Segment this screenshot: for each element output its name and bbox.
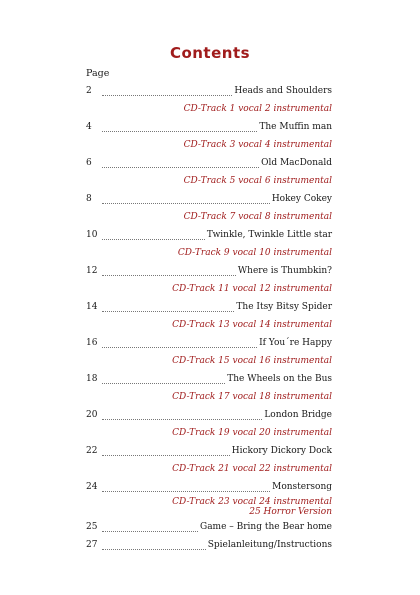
cd-track-info	[86, 388, 332, 406]
toc-entry	[86, 478, 332, 496]
toc-entry	[86, 406, 332, 424]
cd-track-info	[86, 136, 332, 154]
toc-page-number: 22	[86, 446, 98, 456]
toc-page-number: 18	[86, 374, 98, 384]
page-title: Contents	[169, 44, 251, 62]
cd-track-line: CD-Track 23 vocal 24 instrumental	[172, 497, 332, 507]
cd-track-extra-line: 25 Horror Version	[249, 507, 332, 517]
cd-track-line: CD-Track 15 vocal 16 instrumental	[172, 356, 332, 366]
toc-song-title: If You´re Happy	[259, 338, 332, 348]
toc-page-number: 24	[86, 482, 98, 492]
toc-page-number: 16	[86, 338, 98, 348]
toc-song-title: Monstersong	[272, 482, 332, 492]
toc-page-number: 2	[86, 86, 92, 96]
cd-track-line: CD-Track 19 vocal 20 instrumental	[172, 428, 332, 438]
cd-track-info	[86, 208, 332, 226]
cd-track-line: CD-Track 17 vocal 18 instrumental	[172, 392, 332, 402]
dot-leader	[102, 310, 234, 312]
dot-leader	[102, 346, 257, 348]
cd-track-info	[86, 172, 332, 190]
toc-page-number: 12	[86, 266, 98, 276]
toc-entry	[86, 154, 332, 172]
cd-track-info	[86, 244, 332, 262]
toc-page-number: 14	[86, 302, 98, 312]
toc-song-title: Old MacDonald	[261, 158, 332, 168]
toc-song-title: Where is Thumbkin?	[237, 266, 332, 276]
toc-song-title: London Bridge	[264, 410, 332, 420]
toc-song-title: Heads and Shoulders	[234, 86, 332, 96]
toc-page-number: 4	[86, 122, 92, 132]
cd-track-line: CD-Track 13 vocal 14 instrumental	[172, 320, 332, 330]
dot-leader	[102, 94, 232, 96]
dot-leader	[102, 490, 270, 492]
toc-page-number: 10	[86, 230, 98, 240]
cd-track-line: CD-Track 11 vocal 12 instrumental	[172, 284, 332, 294]
dot-leader	[102, 166, 259, 168]
toc-entry	[86, 370, 332, 388]
cd-track-info	[86, 100, 332, 118]
dot-leader	[102, 238, 205, 240]
toc-entry	[86, 118, 332, 136]
toc-entry	[86, 262, 332, 280]
toc-song-title: Hickory Dickory Dock	[231, 446, 332, 456]
toc-entry	[86, 190, 332, 208]
toc-entry	[86, 334, 332, 352]
cd-track-line: CD-Track 7 vocal 8 instrumental	[183, 212, 332, 222]
toc-page-number: 6	[86, 158, 92, 168]
toc-entry	[86, 442, 332, 460]
toc-page-number: 27	[86, 540, 98, 550]
toc-song-title: Hokey Cokey	[271, 194, 332, 204]
toc-song-title: Twinkle, Twinkle Little star	[206, 230, 332, 240]
page-column-label: Page	[86, 68, 110, 79]
toc-entry	[86, 82, 332, 100]
toc-entry	[86, 536, 332, 554]
dot-leader	[102, 454, 230, 456]
cd-track-info	[86, 424, 332, 442]
toc-entry	[86, 518, 332, 536]
toc-page-number: 8	[86, 194, 92, 204]
cd-track-line: CD-Track 3 vocal 4 instrumental	[183, 140, 332, 150]
toc-song-title: The Itsy Bitsy Spider	[236, 302, 332, 312]
cd-track-info	[86, 460, 332, 478]
toc-entry	[86, 298, 332, 316]
dot-leader	[102, 418, 262, 420]
cd-track-line: CD-Track 1 vocal 2 instrumental	[183, 104, 332, 114]
cd-track-info	[86, 352, 332, 370]
cd-track-info	[86, 496, 332, 518]
dot-leader	[102, 548, 206, 550]
dot-leader	[102, 274, 236, 276]
table-of-contents	[86, 82, 332, 554]
cd-track-info	[86, 316, 332, 334]
dot-leader	[102, 382, 225, 384]
toc-page-number: 25	[86, 522, 98, 532]
cd-track-line: CD-Track 5 vocal 6 instrumental	[183, 176, 332, 186]
toc-song-title: Spielanleitung/Instructions	[207, 540, 332, 550]
toc-song-title: The Wheels on the Bus	[227, 374, 332, 384]
dot-leader	[102, 130, 257, 132]
toc-song-title: Game – Bring the Bear home	[200, 522, 332, 532]
toc-page-number: 20	[86, 410, 98, 420]
cd-track-line: CD-Track 21 vocal 22 instrumental	[172, 464, 332, 474]
dot-leader	[102, 202, 270, 204]
cd-track-line: CD-Track 9 vocal 10 instrumental	[177, 248, 332, 258]
toc-entry	[86, 226, 332, 244]
cd-track-info	[86, 280, 332, 298]
dot-leader	[102, 530, 198, 532]
toc-song-title: The Muffin man	[259, 122, 332, 132]
